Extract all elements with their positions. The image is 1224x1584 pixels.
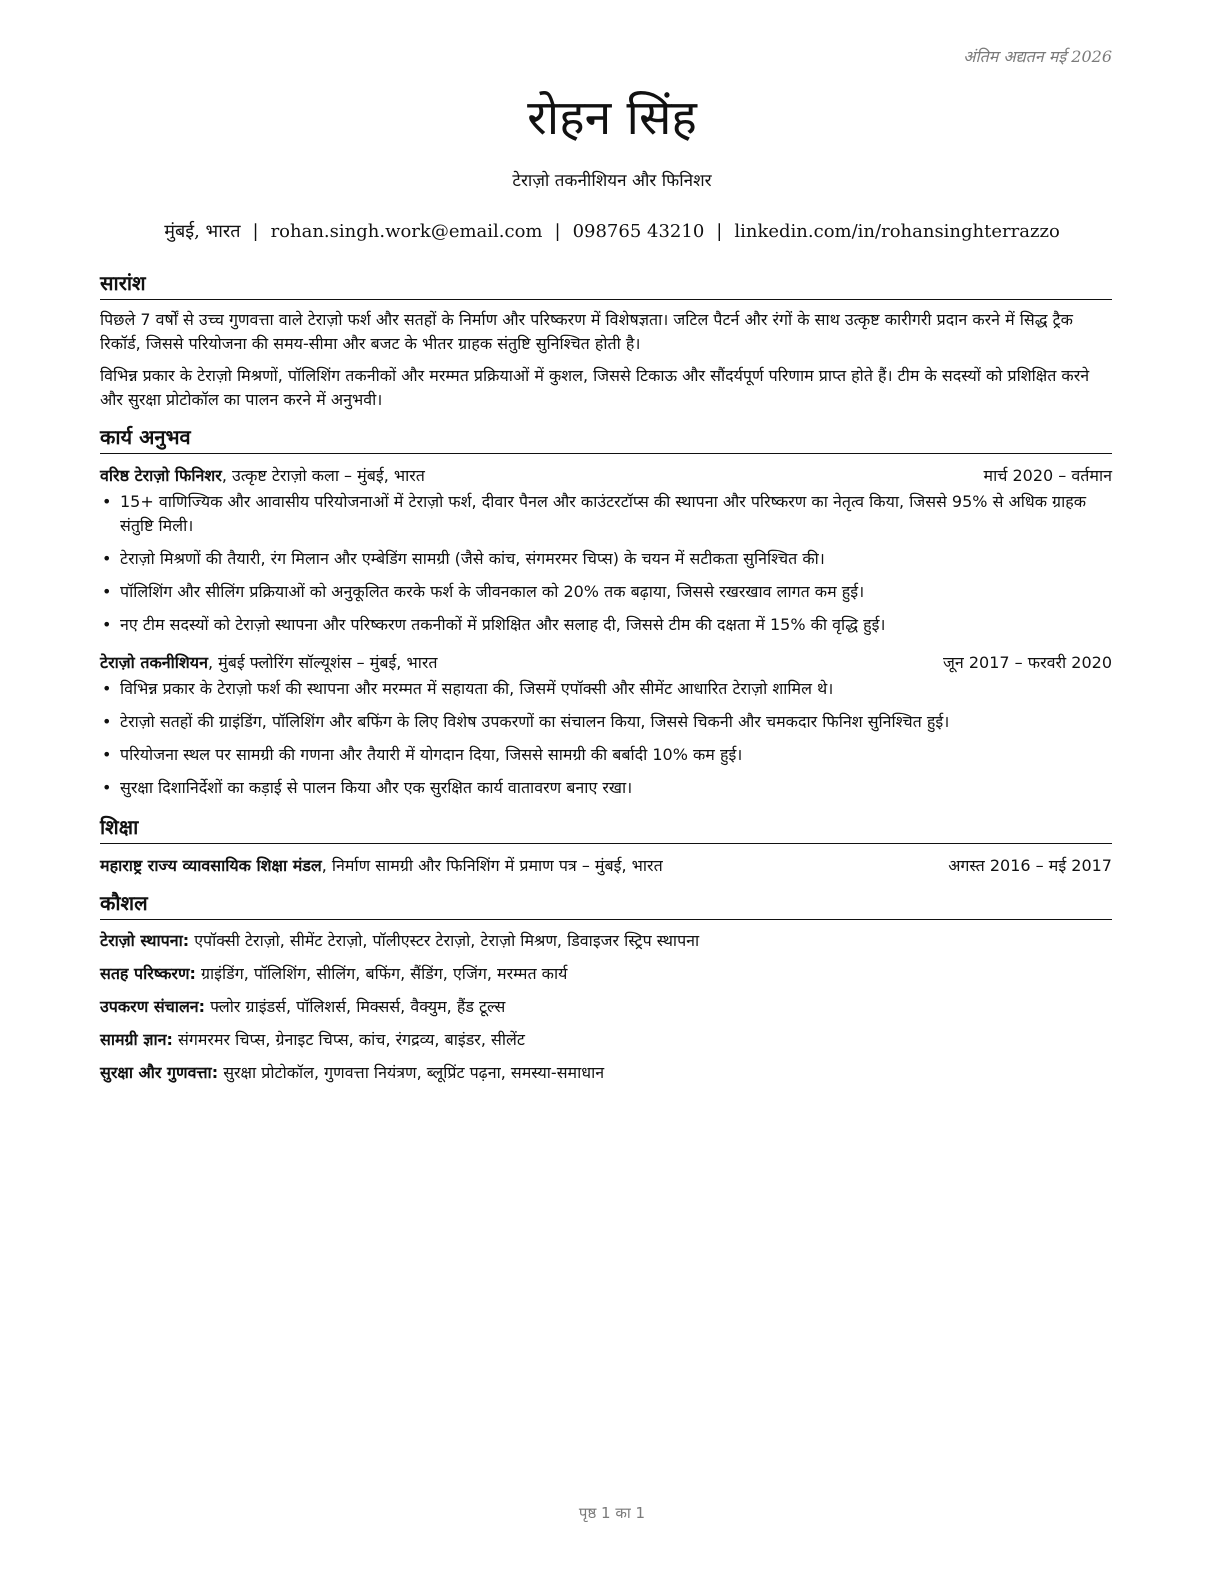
section-heading-experience: कार्य अनुभव [100,424,1112,454]
skill-label: उपकरण संचालन: [100,997,206,1016]
summary-paragraph: विभिन्न प्रकार के टेराज़ो मिश्रणों, पॉलिशिंग तकनीकों और मरम्मत प्रक्रियाओं में कुशल, जिससे टिकाऊ और सौंदर्यपूर्ण परिणाम प्राप्त होते हैं। टीम के सदस्यों को प्रशिक्षित करने और सुरक्षा प्रोटोकॉल का पालन करने में अनुभवी। [100,366,1090,409]
job-bullet: • टेराज़ो सतहों की ग्राइंडिंग, पॉलिशिंग और बफिंग के लिए विशेष उपकरणों का संचालन किया, जिससे चिकनी और चमकदार फिनिश सुनिश्चित हुई। [100,710,1112,734]
resume-content [100,270,1112,1097]
job-bullet: • परियोजना स्थल पर सामग्री की गणना और तैयारी में योगदान दिया, जिससे सामग्री की बर्बादी 10% कम हुई। [100,743,1112,767]
last-updated: अंतिम अद्यतन मई 2026 [963,47,1112,66]
candidate-title: टेराज़ो तकनीशियन और फिनिशर [512,171,712,191]
section-heading-summary: सारांश [100,270,1112,300]
contact-linkedin[interactable]: linkedin.com/in/rohansinghterrazzo [734,221,1060,242]
job-bullet: • नए टीम सदस्यों को टेराज़ो स्थापना और परिष्करण तकनीकों में प्रशिक्षित और सलाह दी, जिससे टीम की दक्षता में 15% की वृद्धि हुई। [100,613,1112,637]
skill-item [100,962,1112,986]
job-entry [100,651,1112,800]
skill-item [100,929,1112,953]
skill-value: सुरक्षा प्रोटोकॉल, गुणवत्ता नियंत्रण, ब्लूप्रिंट पढ़ना, समस्या-समाधान [218,1063,605,1082]
job-bullet: • सुरक्षा दिशानिर्देशों का कड़ाई से पालन किया और एक सुरक्षित कार्य वातावरण बनाए रखा। [100,776,1112,800]
summary-section [100,270,1112,412]
section-heading-skills: कौशल [100,890,1112,920]
section-heading-education: शिक्षा [100,814,1112,844]
job-org: , उत्कृष्ट टेराज़ो कला – मुंबई, भारत [221,466,425,485]
experience-section [100,424,1112,800]
skill-item [100,1061,1112,1085]
job-org: , मुंबई फ्लोरिंग सॉल्यूशंस – मुंबई, भारत [207,653,438,672]
skill-item [100,1028,1112,1052]
job-header [100,464,1112,488]
job-dates: मार्च 2020 – वर्तमान [983,466,1112,485]
page-number: पृष्ठ 1 का 1 [578,1504,646,1522]
job-bullets [100,490,1112,637]
job-bullets [100,677,1112,800]
education-section [100,814,1112,878]
job-dates: जून 2017 – फरवरी 2020 [943,653,1112,672]
job-role: टेराज़ो तकनीशियन [100,653,208,672]
skills-section [100,890,1112,1085]
education-entry [100,854,1112,878]
contact-separator: | [252,221,259,242]
skill-value: ग्राइंडिंग, पॉलिशिंग, सीलिंग, बफिंग, सैंडिंग, एजिंग, मरम्मत कार्य [195,964,568,983]
job-bullet: • विभिन्न प्रकार के टेराज़ो फर्श की स्थापना और मरम्मत में सहायता की, जिसमें एपॉक्सी और सीमेंट आधारित टेराज़ो शामिल थे। [100,677,1112,701]
contact-separator: | [716,221,723,242]
job-header [100,651,1112,675]
skill-label: सामग्री ज्ञान: [100,1030,173,1049]
contact-email[interactable]: rohan.singh.work@email.com [270,221,543,242]
skill-item [100,995,1112,1019]
skill-value: एपॉक्सी टेराज़ो, सीमेंट टेराज़ो, पॉलीएस्टर टेराज़ो, टेराज़ो मिश्रण, डिवाइजर स्ट्रिप स्थापना [189,931,700,950]
contact-separator: | [554,221,561,242]
candidate-name: रोहन सिंह [527,90,697,146]
job-bullet: • टेराज़ो मिश्रणों की तैयारी, रंग मिलान और एम्बेडिंग सामग्री (जैसे कांच, संगमरमर चिप्स) के चयन में सटीकता सुनिश्चित की। [100,547,1112,571]
contact-line [0,219,1224,243]
skill-label: सतह परिष्करण: [100,964,196,983]
skill-label: सुरक्षा और गुणवत्ता: [100,1063,219,1082]
skill-label: टेराज़ो स्थापना: [100,931,190,950]
summary-paragraph: पिछले 7 वर्षों से उच्च गुणवत्ता वाले टेराज़ो फर्श और सतहों के निर्माण और परिष्करण में विशेषज्ञता। जटिल पैटर्न और रंगों के साथ उत्कृष्ट कारीगरी प्रदान करने में सिद्ध ट्रैक रिकॉर्ड, जिससे परियोजना की समय-सीमा और बजट के भीतर ग्राहक संतुष्टि सुनिश्चित होती है। [100,310,1073,353]
contact-phone[interactable]: 098765 43210 [572,221,705,242]
job-bullet: • पॉलिशिंग और सीलिंग प्रक्रियाओं को अनुकूलित करके फर्श के जीवनकाल को 20% तक बढ़ाया, जिससे रखरखाव लागत कम हुई। [100,580,1112,604]
contact-location: मुंबई, भारत [164,221,241,242]
education-institution: महाराष्ट्र राज्य व्यावसायिक शिक्षा मंडल [100,856,322,875]
skill-value: फ्लोर ग्राइंडर्स, पॉलिशर्स, मिक्सर्स, वैक्युम, हैंड टूल्स [205,997,506,1016]
education-dates: अगस्त 2016 – मई 2017 [948,856,1112,875]
job-bullet: • 15+ वाणिज्यिक और आवासीय परियोजनाओं में टेराज़ो फर्श, दीवार पैनल और काउंटरटॉप्स की स्थापना और परिष्करण का नेतृत्व किया, जिससे 95% से अधिक ग्राहक संतुष्टि मिली। [100,490,1112,538]
education-detail: , निर्माण सामग्री और फिनिशिंग में प्रमाण पत्र – मुंबई, भारत [321,856,663,875]
job-entry [100,464,1112,637]
job-role: वरिष्ठ टेराज़ो फिनिशर [100,466,222,485]
skill-value: संगमरमर चिप्स, ग्रेनाइट चिप्स, कांच, रंगद्रव्य, बाइंडर, सीलेंट [172,1030,525,1049]
